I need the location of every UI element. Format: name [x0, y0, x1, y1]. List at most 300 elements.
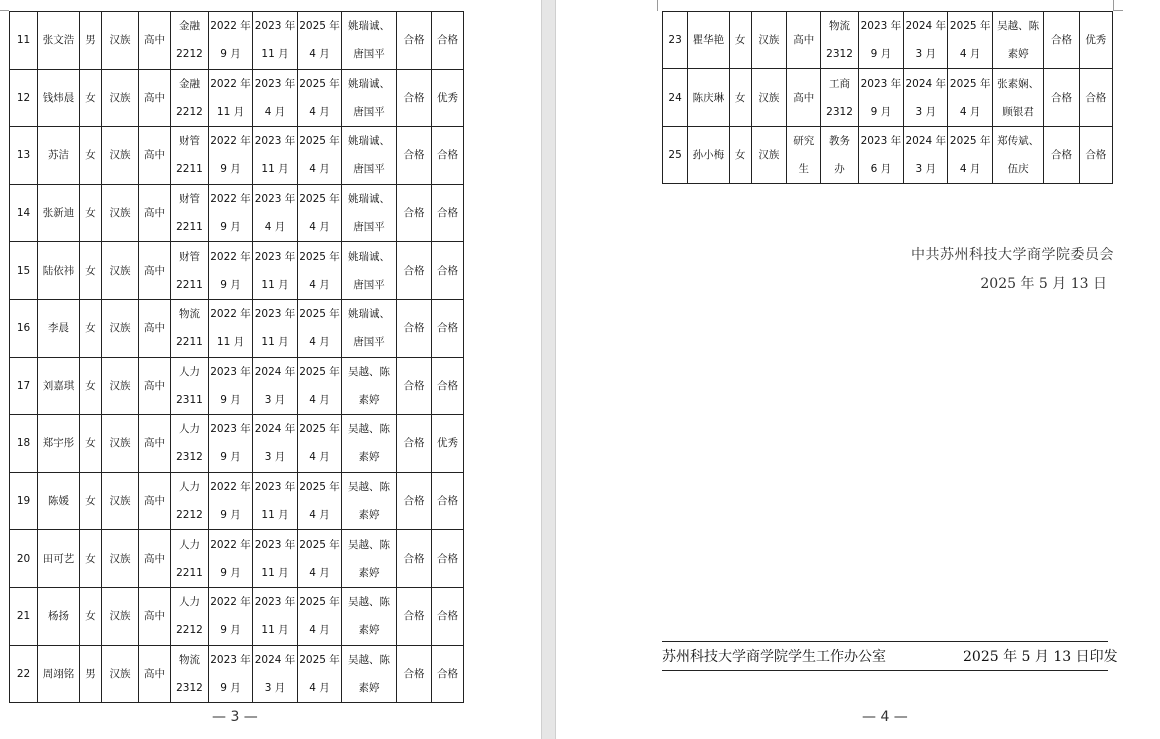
education-cell: 高中 — [787, 12, 821, 69]
development-date-cell — [298, 69, 342, 127]
class-cell — [171, 587, 209, 645]
development-date-cell — [298, 587, 342, 645]
activist-date-cell-line: 3 月 — [915, 48, 937, 61]
contacts-cell-line: 吴越、陈 — [348, 481, 390, 494]
application-date-cell-line: 2022 年 — [210, 77, 251, 90]
ethnicity-cell: 汉族 — [102, 530, 139, 588]
education-cell-line: 生 — [798, 162, 809, 175]
development-date-cell — [948, 12, 992, 69]
activist-date-cell — [904, 126, 948, 183]
application-date-cell-line: 2022 年 — [210, 481, 251, 494]
activist-date-cell — [253, 645, 298, 703]
activist-date-cell-line: 3 月 — [915, 105, 937, 118]
activist-date-cell-line: 11 月 — [261, 48, 289, 61]
application-date-cell — [209, 415, 253, 473]
gender-cell: 女 — [729, 69, 751, 126]
application-date-cell — [209, 645, 253, 703]
contacts-cell — [992, 12, 1043, 69]
activist-date-cell-line: 11 月 — [261, 509, 289, 522]
activist-date-cell — [904, 12, 948, 69]
contacts-cell — [342, 415, 397, 473]
ethnicity-cell: 汉族 — [102, 299, 139, 357]
footer-issue-date: 2025 年 5 月 13 日印发 — [963, 649, 1118, 665]
class-cell-line: 人力 — [179, 365, 200, 378]
contacts-cell — [342, 184, 397, 242]
activist-date-cell-line: 2024 年 — [905, 77, 947, 90]
education-cell: 高中 — [139, 299, 171, 357]
rating-cell: 合格 — [1079, 126, 1112, 183]
activist-date-cell-line: 11 月 — [261, 566, 289, 579]
gender-cell: 女 — [80, 415, 102, 473]
activist-date-cell — [904, 69, 948, 126]
contacts-cell — [342, 242, 397, 300]
contacts-cell-line: 吴越、陈 — [348, 365, 390, 378]
application-date-cell-line: 2022 年 — [210, 250, 251, 263]
activist-date-cell-line: 2023 年 — [254, 77, 296, 90]
contacts-cell-line: 姚瑞诚、 — [348, 308, 390, 321]
class-cell-line: 2312 — [176, 681, 203, 694]
name-cell: 田可艺 — [38, 530, 80, 588]
class-cell-line: 人力 — [179, 538, 200, 551]
class-cell-line: 2212 — [176, 509, 203, 522]
gender-cell: 女 — [80, 472, 102, 530]
ethnicity-cell: 汉族 — [751, 69, 786, 126]
ethnicity-cell: 汉族 — [102, 587, 139, 645]
application-date-cell-line: 9 月 — [870, 105, 892, 118]
name-cell: 陈媛 — [38, 472, 80, 530]
application-date-cell-line: 9 月 — [220, 451, 241, 464]
application-date-cell-line: 2023 年 — [860, 20, 902, 33]
ethnicity-cell: 汉族 — [102, 415, 139, 473]
rating-cell: 合格 — [432, 127, 464, 185]
activist-date-cell-line: 2023 年 — [254, 20, 296, 33]
page-gutter — [541, 0, 556, 739]
evaluation-cell: 合格 — [397, 299, 432, 357]
development-date-cell-line: 4 月 — [309, 105, 330, 118]
class-cell-line: 2311 — [176, 393, 203, 406]
class-cell — [171, 69, 209, 127]
education-cell: 高中 — [139, 645, 171, 703]
contacts-cell-line: 素婷 — [1007, 48, 1029, 61]
gender-cell: 女 — [80, 127, 102, 185]
row-number-cell: 20 — [10, 530, 38, 588]
application-date-cell-line: 2023 年 — [860, 77, 902, 90]
class-cell-line: 办 — [834, 162, 845, 175]
table-row — [663, 126, 1113, 183]
rating-cell: 合格 — [432, 530, 464, 588]
evaluation-cell: 合格 — [397, 69, 432, 127]
ethnicity-cell: 汉族 — [751, 12, 786, 69]
row-number-cell: 21 — [10, 587, 38, 645]
contacts-cell-line: 吴越、陈 — [348, 653, 390, 666]
table-row — [10, 357, 464, 415]
class-cell-line: 2211 — [176, 163, 203, 176]
row-number-cell: 16 — [10, 299, 38, 357]
application-date-cell — [209, 12, 253, 70]
evaluation-cell: 合格 — [397, 184, 432, 242]
evaluation-cell: 合格 — [397, 472, 432, 530]
rating-cell: 合格 — [432, 472, 464, 530]
development-date-cell-line: 2025 年 — [949, 20, 991, 33]
application-date-cell-line: 9 月 — [220, 48, 241, 61]
class-cell-line: 2212 — [176, 105, 203, 118]
activist-date-cell-line: 4 月 — [264, 105, 286, 118]
rating-cell: 优秀 — [432, 69, 464, 127]
row-number-cell: 25 — [663, 126, 688, 183]
class-cell-line: 金融 — [179, 77, 200, 90]
class-cell-line: 财管 — [179, 135, 200, 148]
application-date-cell — [209, 69, 253, 127]
class-cell — [171, 12, 209, 70]
rating-cell: 合格 — [432, 357, 464, 415]
activist-date-cell-line: 2023 年 — [254, 596, 296, 609]
contacts-cell — [342, 299, 397, 357]
application-date-cell-line: 2022 年 — [210, 193, 251, 206]
development-date-cell-line: 4 月 — [309, 163, 330, 176]
activist-date-cell-line: 3 月 — [264, 393, 286, 406]
application-date-cell-line: 2022 年 — [210, 308, 251, 321]
footer-issuing-office: 苏州科技大学商学院学生工作办公室 — [662, 649, 886, 665]
rating-cell: 合格 — [432, 242, 464, 300]
name-cell: 钱炜晨 — [38, 69, 80, 127]
class-cell-line: 物流 — [829, 20, 851, 33]
development-date-cell — [298, 299, 342, 357]
name-cell: 陈庆琳 — [688, 69, 729, 126]
class-cell — [171, 472, 209, 530]
education-cell: 高中 — [139, 184, 171, 242]
contacts-cell-line: 姚瑞诚、 — [348, 20, 390, 33]
evaluation-cell: 合格 — [397, 645, 432, 703]
application-date-cell-line: 9 月 — [220, 566, 241, 579]
evaluation-cell: 合格 — [397, 12, 432, 70]
class-cell-line: 2312 — [826, 48, 853, 61]
development-date-cell-line: 2025 年 — [299, 538, 340, 551]
contacts-cell-line: 素婷 — [358, 681, 380, 694]
row-number-cell: 24 — [663, 69, 688, 126]
table-row — [10, 299, 464, 357]
activist-date-cell — [253, 587, 298, 645]
gender-cell: 男 — [80, 12, 102, 70]
contacts-cell-line: 唐国平 — [353, 48, 385, 61]
activist-date-cell-line: 2024 年 — [254, 653, 296, 666]
application-date-cell-line: 9 月 — [220, 163, 241, 176]
crop-mark — [0, 10, 9, 11]
page-number-4: — 4 — — [862, 709, 908, 725]
table-row — [10, 127, 464, 185]
development-date-cell — [948, 69, 992, 126]
candidate-table-page-3 — [9, 11, 464, 703]
class-cell-line: 财管 — [179, 193, 200, 206]
class-cell-line: 工商 — [829, 77, 851, 90]
name-cell: 周翊铭 — [38, 645, 80, 703]
table-row — [10, 184, 464, 242]
development-date-cell — [948, 126, 992, 183]
contacts-cell-line: 素婷 — [358, 566, 380, 579]
development-date-cell-line: 4 月 — [309, 278, 330, 291]
activist-date-cell-line: 2023 年 — [254, 308, 296, 321]
class-cell-line: 2211 — [176, 566, 203, 579]
table-row — [10, 530, 464, 588]
gender-cell: 女 — [729, 126, 751, 183]
ethnicity-cell: 汉族 — [102, 645, 139, 703]
class-cell — [171, 184, 209, 242]
footer-rule-top — [662, 641, 1108, 642]
education-cell: 高中 — [139, 357, 171, 415]
development-date-cell-line: 4 月 — [309, 566, 330, 579]
development-date-cell-line: 4 月 — [309, 681, 330, 694]
activist-date-cell-line: 11 月 — [261, 163, 289, 176]
contacts-cell-line: 唐国平 — [353, 278, 385, 291]
class-cell — [171, 299, 209, 357]
development-date-cell-line: 2025 年 — [299, 308, 340, 321]
application-date-cell-line: 9 月 — [220, 681, 241, 694]
activist-date-cell — [253, 415, 298, 473]
ethnicity-cell: 汉族 — [102, 242, 139, 300]
application-date-cell-line: 11 月 — [216, 336, 245, 349]
development-date-cell-line: 2025 年 — [299, 481, 340, 494]
table-row — [10, 12, 464, 70]
activist-date-cell-line: 11 月 — [261, 624, 289, 637]
activist-date-cell-line: 3 月 — [915, 162, 937, 175]
development-date-cell — [298, 127, 342, 185]
class-cell — [171, 357, 209, 415]
name-cell: 张新迪 — [38, 184, 80, 242]
development-date-cell-line: 4 月 — [309, 336, 330, 349]
education-cell: 高中 — [139, 69, 171, 127]
row-number-cell: 11 — [10, 12, 38, 70]
education-cell: 高中 — [139, 242, 171, 300]
activist-date-cell-line: 2024 年 — [254, 365, 296, 378]
development-date-cell — [298, 242, 342, 300]
row-number-cell: 17 — [10, 357, 38, 415]
row-number-cell: 19 — [10, 472, 38, 530]
development-date-cell-line: 2025 年 — [299, 135, 340, 148]
contacts-cell-line: 唐国平 — [353, 221, 385, 234]
evaluation-cell: 合格 — [1044, 69, 1079, 126]
table-row — [10, 472, 464, 530]
application-date-cell-line: 2023 年 — [210, 365, 251, 378]
education-cell: 高中 — [139, 127, 171, 185]
table-row — [10, 415, 464, 473]
contacts-cell — [992, 69, 1043, 126]
evaluation-cell: 合格 — [397, 127, 432, 185]
contacts-cell — [342, 472, 397, 530]
application-date-cell — [209, 530, 253, 588]
development-date-cell-line: 4 月 — [309, 393, 330, 406]
contacts-cell — [342, 587, 397, 645]
table-row — [10, 69, 464, 127]
activist-date-cell-line: 2023 年 — [254, 538, 296, 551]
evaluation-cell: 合格 — [397, 530, 432, 588]
application-date-cell-line: 2022 年 — [210, 596, 251, 609]
class-cell — [821, 12, 858, 69]
contacts-cell-line: 姚瑞诚、 — [348, 193, 390, 206]
development-date-cell-line: 2025 年 — [299, 423, 340, 436]
name-cell: 杨扬 — [38, 587, 80, 645]
education-cell: 高中 — [139, 472, 171, 530]
development-date-cell — [298, 530, 342, 588]
class-cell-line: 物流 — [179, 308, 200, 321]
rating-cell: 合格 — [432, 12, 464, 70]
activist-date-cell — [253, 530, 298, 588]
row-number-cell: 15 — [10, 242, 38, 300]
gender-cell: 女 — [729, 12, 751, 69]
crop-mark — [1113, 10, 1123, 11]
application-date-cell-line: 2022 年 — [210, 538, 251, 551]
education-cell: 高中 — [787, 69, 821, 126]
evaluation-cell: 合格 — [397, 357, 432, 415]
development-date-cell-line: 4 月 — [309, 624, 330, 637]
class-cell-line: 2312 — [176, 451, 203, 464]
activist-date-cell — [253, 299, 298, 357]
activist-date-cell-line: 2023 年 — [254, 481, 296, 494]
activist-date-cell-line: 11 月 — [261, 336, 289, 349]
row-number-cell: 22 — [10, 645, 38, 703]
activist-date-cell — [253, 472, 298, 530]
development-date-cell — [298, 472, 342, 530]
crop-mark — [657, 0, 658, 11]
application-date-cell — [209, 357, 253, 415]
application-date-cell-line: 6 月 — [870, 162, 892, 175]
rating-cell: 合格 — [432, 645, 464, 703]
issuing-organization: 中共苏州科技大学商学院委员会 — [911, 247, 1114, 263]
application-date-cell — [209, 472, 253, 530]
evaluation-cell: 合格 — [397, 242, 432, 300]
ethnicity-cell: 汉族 — [102, 357, 139, 415]
class-cell — [821, 126, 858, 183]
contacts-cell-line: 唐国平 — [353, 163, 385, 176]
application-date-cell — [209, 299, 253, 357]
development-date-cell-line: 2025 年 — [299, 20, 340, 33]
signature-date: 2025 年 5 月 13 日 — [980, 276, 1107, 292]
contacts-cell-line: 吴越、陈 — [348, 538, 390, 551]
footer-rule-bottom — [662, 670, 1108, 671]
row-number-cell: 12 — [10, 69, 38, 127]
row-number-cell: 23 — [663, 12, 688, 69]
gender-cell: 女 — [80, 587, 102, 645]
gender-cell: 女 — [80, 69, 102, 127]
ethnicity-cell: 汉族 — [751, 126, 786, 183]
development-date-cell-line: 2025 年 — [299, 77, 340, 90]
name-cell: 张文浩 — [38, 12, 80, 70]
table-row — [10, 242, 464, 300]
contacts-cell-line: 顾银君 — [1002, 105, 1034, 118]
name-cell: 瞿华艳 — [688, 12, 729, 69]
development-date-cell — [298, 357, 342, 415]
table-row — [10, 587, 464, 645]
application-date-cell-line: 9 月 — [870, 48, 892, 61]
education-cell — [787, 126, 821, 183]
ethnicity-cell: 汉族 — [102, 184, 139, 242]
class-cell — [171, 415, 209, 473]
rating-cell: 合格 — [432, 299, 464, 357]
contacts-cell-line: 素婷 — [358, 451, 380, 464]
name-cell: 郑宇彤 — [38, 415, 80, 473]
contacts-cell — [342, 12, 397, 70]
development-date-cell-line: 2025 年 — [299, 653, 340, 666]
class-cell-line: 物流 — [179, 653, 200, 666]
class-cell-line: 财管 — [179, 250, 200, 263]
contacts-cell-line: 吴越、陈 — [348, 596, 390, 609]
contacts-cell-line: 素婷 — [358, 393, 380, 406]
contacts-cell-line: 吴越、陈 — [997, 20, 1040, 33]
contacts-cell-line: 素婷 — [358, 624, 380, 637]
candidate-table-page-4 — [662, 11, 1113, 184]
development-date-cell-line: 2025 年 — [299, 193, 340, 206]
table-row — [663, 69, 1113, 126]
rating-cell: 优秀 — [432, 415, 464, 473]
development-date-cell-line: 2025 年 — [949, 77, 991, 90]
contacts-cell-line: 唐国平 — [353, 105, 385, 118]
activist-date-cell-line: 2023 年 — [254, 193, 296, 206]
development-date-cell — [298, 645, 342, 703]
class-cell-line: 2312 — [826, 105, 853, 118]
name-cell: 陆依祎 — [38, 242, 80, 300]
application-date-cell — [858, 126, 903, 183]
class-cell — [171, 645, 209, 703]
development-date-cell — [298, 415, 342, 473]
application-date-cell-line: 2023 年 — [860, 134, 902, 147]
class-cell-line: 金融 — [179, 20, 200, 33]
application-date-cell-line: 11 月 — [216, 105, 245, 118]
evaluation-cell: 合格 — [397, 415, 432, 473]
contacts-cell-line: 姚瑞诚、 — [348, 135, 390, 148]
development-date-cell-line: 2025 年 — [299, 365, 340, 378]
page-number-3: — 3 — — [212, 709, 258, 725]
activist-date-cell-line: 11 月 — [261, 278, 289, 291]
rating-cell: 优秀 — [1079, 12, 1112, 69]
application-date-cell — [209, 242, 253, 300]
development-date-cell — [298, 184, 342, 242]
application-date-cell-line: 9 月 — [220, 221, 241, 234]
evaluation-cell: 合格 — [1044, 126, 1079, 183]
development-date-cell-line: 4 月 — [309, 451, 330, 464]
development-date-cell-line: 2025 年 — [949, 134, 991, 147]
class-cell-line: 2211 — [176, 336, 203, 349]
name-cell: 李晨 — [38, 299, 80, 357]
application-date-cell — [209, 184, 253, 242]
contacts-cell-line: 素婷 — [358, 509, 380, 522]
application-date-cell-line: 9 月 — [220, 624, 241, 637]
row-number-cell: 14 — [10, 184, 38, 242]
activist-date-cell-line: 3 月 — [264, 681, 286, 694]
activist-date-cell-line: 2024 年 — [905, 134, 947, 147]
development-date-cell-line: 4 月 — [309, 221, 330, 234]
row-number-cell: 18 — [10, 415, 38, 473]
activist-date-cell-line: 4 月 — [264, 221, 286, 234]
gender-cell: 女 — [80, 530, 102, 588]
education-cell: 高中 — [139, 12, 171, 70]
class-cell-line: 2211 — [176, 221, 203, 234]
application-date-cell — [858, 12, 903, 69]
application-date-cell-line: 9 月 — [220, 393, 241, 406]
application-date-cell-line: 9 月 — [220, 278, 241, 291]
application-date-cell-line: 2023 年 — [210, 423, 251, 436]
education-cell: 高中 — [139, 415, 171, 473]
application-date-cell — [858, 69, 903, 126]
class-cell-line: 人力 — [179, 423, 200, 436]
activist-date-cell-line: 2024 年 — [254, 423, 296, 436]
contacts-cell — [342, 357, 397, 415]
activist-date-cell — [253, 357, 298, 415]
contacts-cell — [342, 645, 397, 703]
education-cell-line: 研究 — [793, 134, 815, 147]
contacts-cell — [342, 69, 397, 127]
gender-cell: 男 — [80, 645, 102, 703]
row-number-cell: 13 — [10, 127, 38, 185]
rating-cell: 合格 — [432, 587, 464, 645]
activist-date-cell-line: 2023 年 — [254, 135, 296, 148]
